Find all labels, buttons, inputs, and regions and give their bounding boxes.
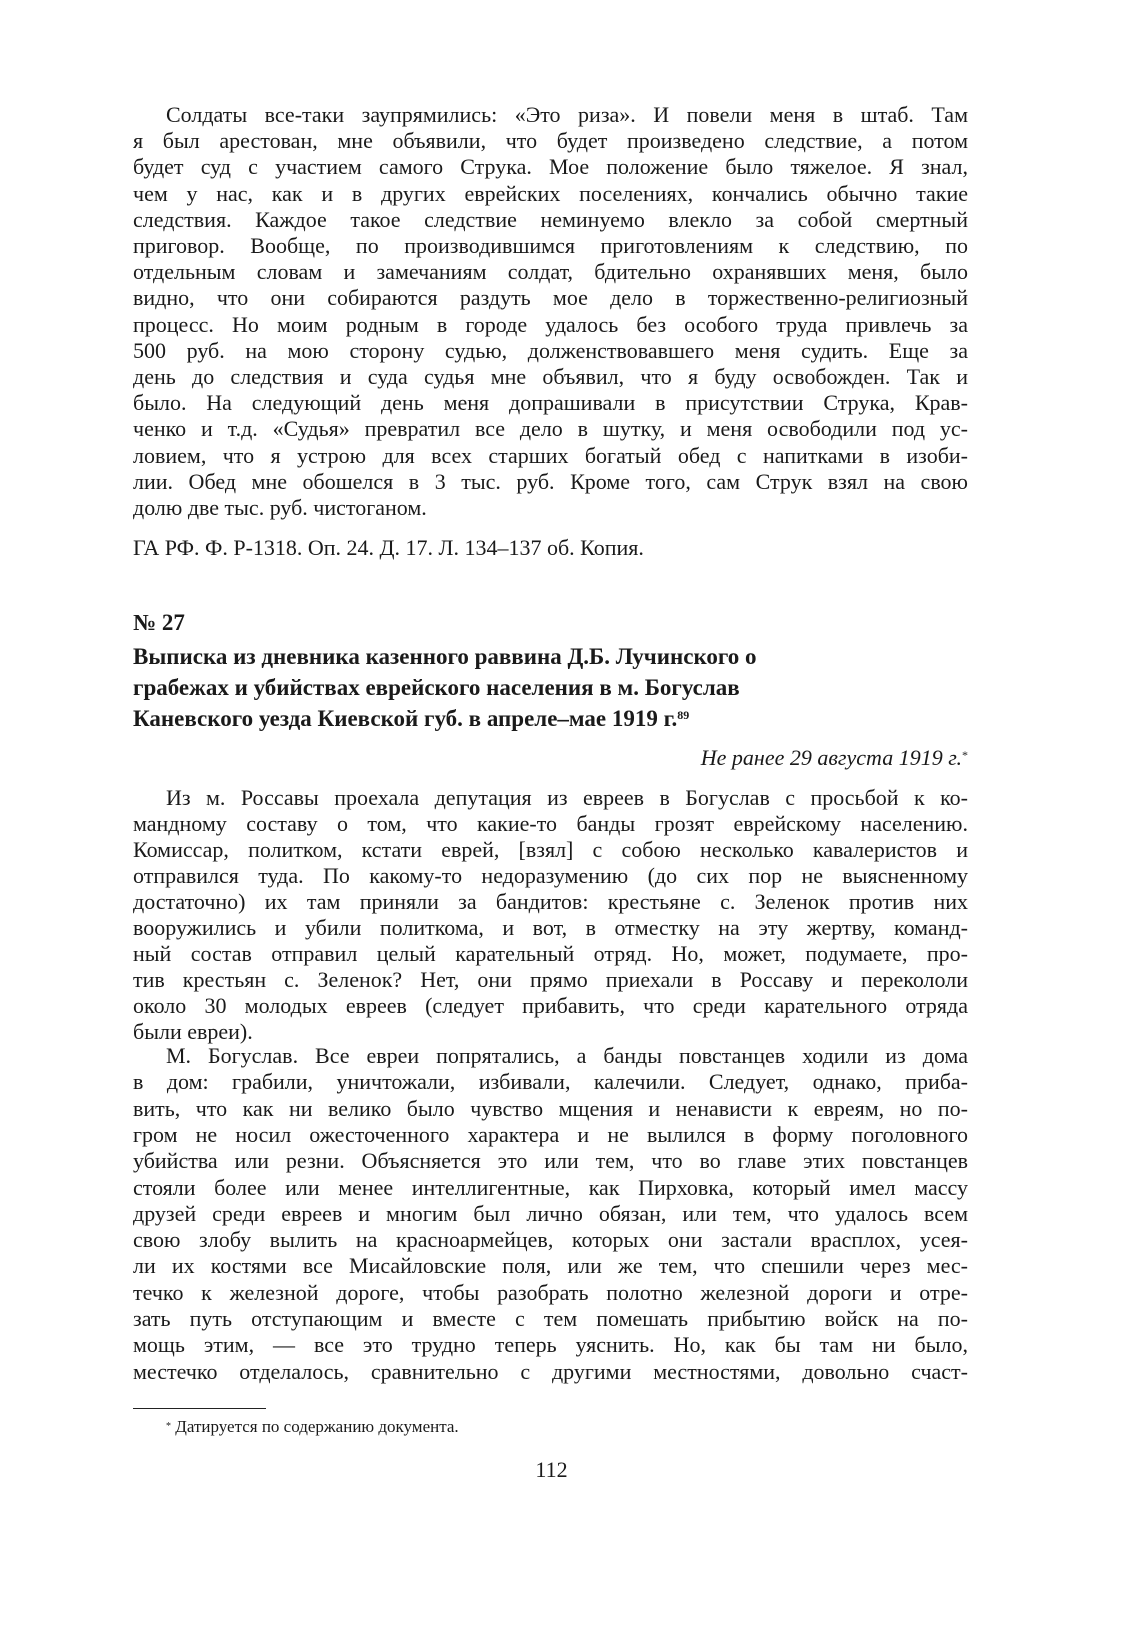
text-line: стояли более или менее интеллигентные, как Пирховка, который имел массу bbox=[133, 1174, 968, 1200]
text-line: убийства или резни. Объясняется это или тем, что во главе этих повстанцев bbox=[133, 1148, 968, 1174]
document-date-text: Не ранее 29 августа 1919 г. bbox=[700, 745, 962, 770]
archive-citation: ГА РФ. Ф. Р-1318. Оп. 24. Д. 17. Л. 134–137 об. Копия. bbox=[133, 535, 644, 560]
text-line: свою злобу вылить на красноармейцев, которых они застали врасплох, усея- bbox=[133, 1227, 968, 1253]
text-line: друзей среди евреев и многим был лично обязан, или тем, что удалось всем bbox=[133, 1200, 968, 1226]
document-title-line: Каневского уезда Киевской губ. в апреле–мае 1919 г. bbox=[133, 706, 678, 731]
text-line: были евреи). bbox=[133, 1019, 253, 1044]
text-line: Солдаты все-таки заупрямились: «Это риза». И повели меня в штаб. Там bbox=[166, 102, 968, 127]
footnote-divider bbox=[133, 1408, 266, 1409]
text-line: будет суд с участием самого Струка. Мое положение было тяжелое. Я знал, bbox=[133, 154, 968, 180]
text-line: достаточно) их там приняли за бандитов: крестьяне с. Зеленок против них bbox=[133, 889, 968, 914]
text-line: ный состав отправил целый карательный отряд. Но, может, подумаете, про- bbox=[133, 941, 968, 966]
footnote bbox=[166, 1416, 459, 1438]
text-line: отдельным словам и замечаниям солдат, бдительно охранявших меня, было bbox=[133, 259, 968, 285]
text-line: Из м. Россавы проехала депутация из евреев в Богуслав с просьбой к ко- bbox=[166, 785, 968, 810]
title-endnote-ref[interactable]: 89 bbox=[677, 708, 690, 722]
text-line: вить, что как ни велико было чувство мщения и ненависти к евреям, но по- bbox=[133, 1095, 968, 1121]
text-line: М. Богуслав. Все евреи попрятались, а банды повстанцев ходили из дома bbox=[166, 1043, 968, 1068]
text-line: гром не носил ожесточенного характера и не вылился в форму поголовного bbox=[133, 1121, 968, 1147]
text-line: вооружились и убили политкома, и вот, в отместку на эту жертву, команд- bbox=[133, 915, 968, 940]
text-line: приговор. Вообще, по производившимся приготовлениям к следствию, по bbox=[133, 233, 968, 258]
document-title-line: грабежах и убийствах еврейского населения в м. Богуслав bbox=[133, 675, 740, 700]
text-line: процесс. Но моим родным в городе удалось без особого труда привлечь за bbox=[133, 311, 968, 337]
text-line: зать путь отступающим и вместе с тем помешать прибытию войск на по- bbox=[133, 1306, 968, 1331]
footnote-text: Датируется по содержанию документа. bbox=[175, 1417, 459, 1436]
text-line: течко к железной дороге, чтобы разобрать полотно железной дороги и отре- bbox=[133, 1279, 968, 1305]
text-line: видно, что они собираются раздуть мое дело в торжественно-религиозный bbox=[133, 285, 968, 311]
text-line: 500 руб. на мою сторону судью, долженствовавшего меня судить. Еще за bbox=[133, 337, 968, 363]
text-line: лии. Обед мне обошелся в 3 тыс. руб. Кроме того, сам Струк взял на свою bbox=[133, 468, 968, 494]
text-line: в дом: грабили, уничтожали, избивали, калечили. Следует, однако, приба- bbox=[133, 1069, 968, 1095]
text-line: местечко отделалось, сравнительно с другими местностями, довольно счаст- bbox=[133, 1358, 968, 1384]
text-line: ли их костями все Мисайловские поля, или же тем, что спешили через мес- bbox=[133, 1253, 968, 1279]
text-line: я был арестован, мне объявили, что будет произведено следствие, а потом bbox=[133, 128, 968, 154]
text-line: около 30 молодых евреев (следует прибавить, что среди карательного отряда bbox=[133, 993, 968, 1018]
text-line: долю две тыс. руб. чистоганом. bbox=[133, 495, 427, 520]
text-line: день до следствия и суда судья мне объявил, что я буду освобожден. Так и bbox=[133, 364, 968, 389]
footnote-mark: * bbox=[166, 1421, 171, 1432]
page-number: 112 bbox=[535, 1457, 568, 1482]
document-number: № 27 bbox=[133, 610, 185, 635]
text-line: было. На следующий день меня допрашивали в присутствии Струка, Крав- bbox=[133, 390, 968, 416]
text-line: ченко и т.д. «Судья» превратил все дело в шутку, и меня освободили под ус- bbox=[133, 416, 968, 442]
text-line: ловием, что я устрою для всех старших богатый обед с напитками в изоби- bbox=[133, 442, 968, 468]
text-line: отправился туда. По какому-то недоразумению (до сих пор не выясненному bbox=[133, 863, 968, 888]
text-line: мощь этим, — все это трудно теперь уяснить. Но, как бы там ни было, bbox=[133, 1332, 968, 1358]
date-footnote-ref[interactable]: * bbox=[962, 748, 968, 762]
text-line: чем у нас, как и в других еврейских поселениях, кончались обычно такие bbox=[133, 180, 968, 206]
text-line: тив крестьян с. Зеленок? Нет, они прямо приехали в Россаву и перекололи bbox=[133, 967, 968, 992]
text-line: мандному составу о том, что какие-то банды грозят еврейскому населению. bbox=[133, 811, 968, 836]
text-line: следствия. Каждое такое следствие неминуемо влекло за собой смертный bbox=[133, 206, 968, 232]
document-title-line: Выписка из дневника казенного раввина Д.Б. Лучинского о bbox=[133, 644, 757, 669]
text-line: Комиссар, политком, кстати еврей, [взял] с собою несколько кавалеристов и bbox=[133, 837, 968, 862]
document-date bbox=[701, 745, 968, 771]
document-title-line-3 bbox=[133, 705, 689, 733]
